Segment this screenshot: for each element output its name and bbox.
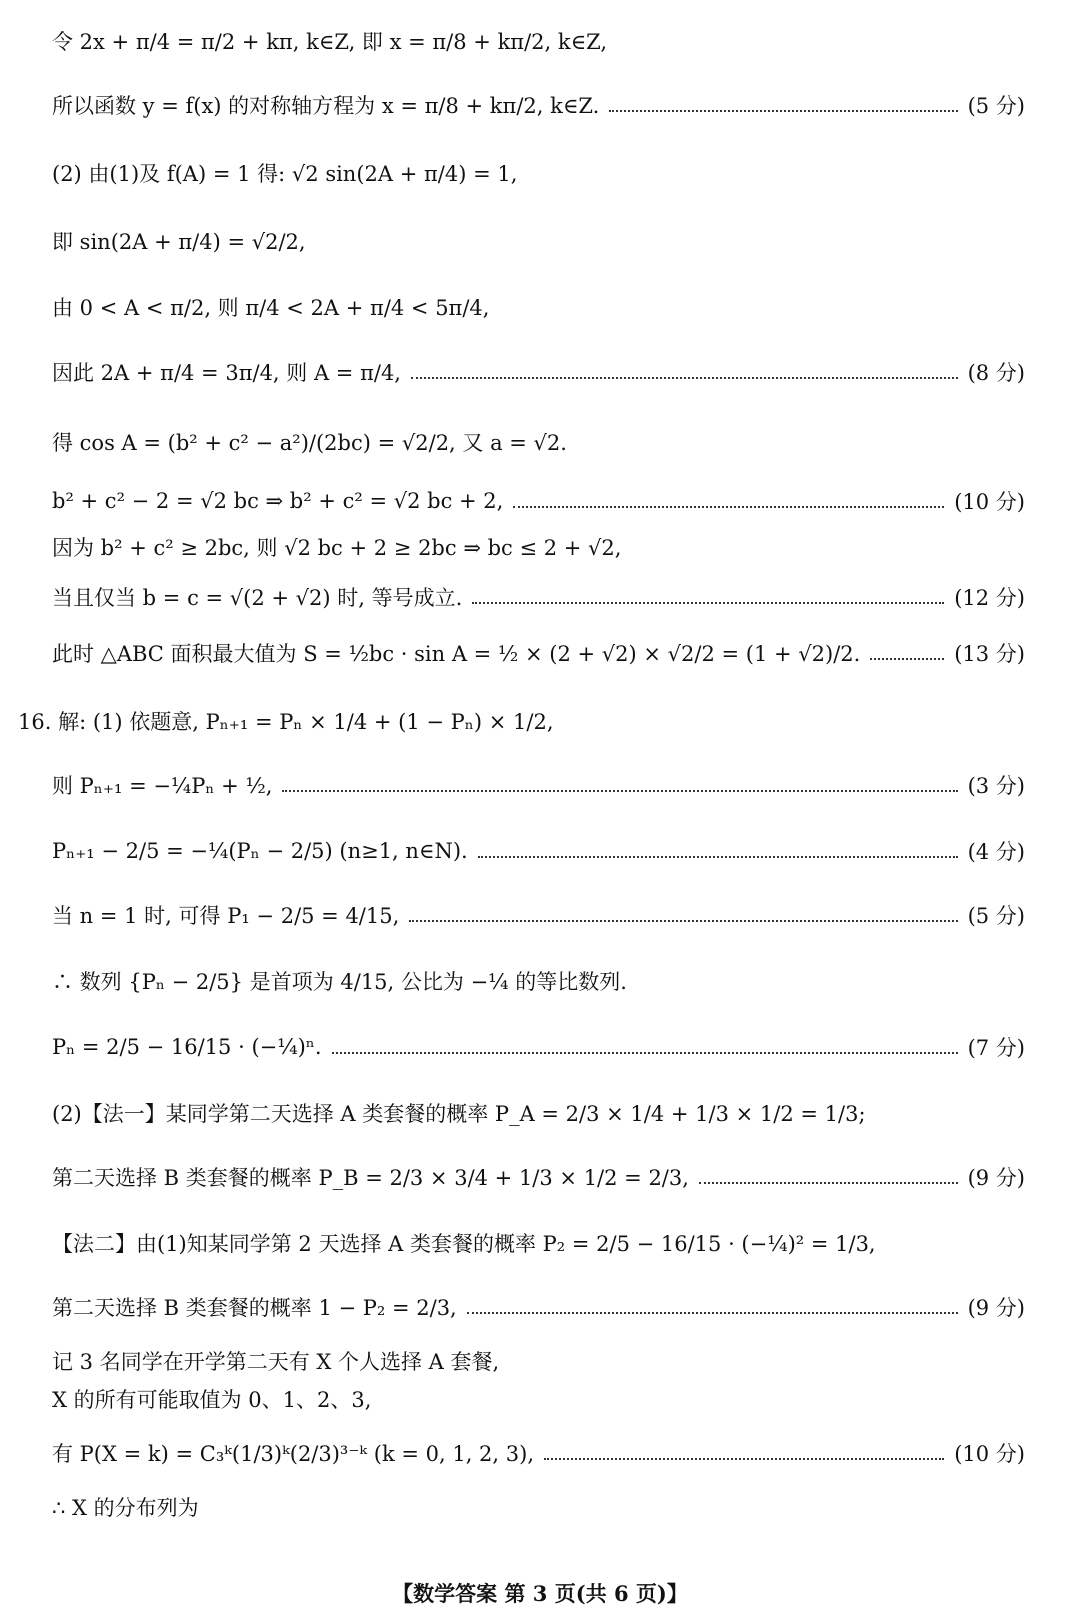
dot-leader bbox=[870, 658, 944, 660]
solution-line-10 bbox=[52, 582, 1025, 612]
line-text: 因此 2A + π/4 = 3π/4, 则 A = π/4, bbox=[52, 361, 401, 385]
solution-line-13 bbox=[52, 770, 1025, 800]
line-text: X 的所有可能取值为 0、1、2、3, bbox=[52, 1388, 372, 1412]
score-label: (8 分) bbox=[967, 361, 1025, 385]
solution-line-24 bbox=[52, 1438, 1025, 1468]
dot-leader bbox=[699, 1182, 958, 1184]
score-label: (12 分) bbox=[954, 586, 1025, 610]
page-footer: 【数学答案 第 3 页(共 6 页)】 bbox=[392, 1581, 688, 1606]
score-label: (10 分) bbox=[954, 1442, 1025, 1466]
line-text: 当且仅当 b = c = √(2 + √2) 时, 等号成立. bbox=[52, 586, 463, 610]
solution-line-2 bbox=[52, 90, 1025, 120]
dot-leader bbox=[472, 602, 944, 604]
solution-line-18 bbox=[52, 1098, 1025, 1128]
line-text: 此时 △ABC 面积最大值为 S = ½bc · sin A = ½ × (2 + √2) × √2/2 = (1 + √2)/2. bbox=[52, 642, 861, 666]
line-text: 第二天选择 B 类套餐的概率 P_B = 2/3 × 3/4 + 1/3 × 1/2 = 2/3, bbox=[52, 1166, 689, 1190]
line-text: 【法二】由(1)知某同学第 2 天选择 A 类套餐的概率 P₂ = 2/5 − 16/15 · (−¼)² = 1/3, bbox=[52, 1232, 876, 1256]
line-text: 记 3 名同学在开学第二天有 X 个人选择 A 套餐, bbox=[52, 1350, 500, 1374]
solution-line-6 bbox=[52, 357, 1025, 387]
score-label: (5 分) bbox=[967, 904, 1025, 928]
solution-line-17 bbox=[52, 1032, 1025, 1062]
dot-leader bbox=[544, 1458, 944, 1460]
line-text: 令 2x + π/4 = π/2 + kπ, k∈Z, 即 x = π/8 + kπ/2, k∈Z, bbox=[52, 30, 608, 54]
solution-line-7 bbox=[52, 427, 1025, 457]
line-text: 有 P(X = k) = C₃ᵏ(1/3)ᵏ(2/3)³⁻ᵏ (k = 0, 1, 2, 3), bbox=[52, 1442, 534, 1466]
line-text: 因为 b² + c² ≥ 2bc, 则 √2 bc + 2 ≥ 2bc ⇒ bc ≤ 2 + √2, bbox=[52, 536, 622, 560]
line-text: Pₙ₊₁ − 2/5 = −¼(Pₙ − 2/5) (n≥1, n∈N). bbox=[52, 839, 468, 863]
score-label: (3 分) bbox=[967, 774, 1025, 798]
solution-line-19 bbox=[52, 1162, 1025, 1192]
line-text: Pₙ = 2/5 − 16/15 · (−¼)ⁿ. bbox=[52, 1035, 322, 1059]
score-label: (10 分) bbox=[954, 490, 1025, 514]
dot-leader bbox=[282, 790, 957, 792]
score-label: (9 分) bbox=[967, 1296, 1025, 1320]
solution-line-1 bbox=[52, 26, 1025, 56]
dot-leader bbox=[411, 377, 958, 379]
solution-line-16 bbox=[52, 966, 1025, 996]
line-text: ∴ X 的分布列为 bbox=[52, 1496, 199, 1520]
score-label: (7 分) bbox=[967, 1036, 1025, 1060]
line-text: 即 sin(2A + π/4) = √2/2, bbox=[52, 230, 306, 254]
solution-line-11 bbox=[52, 638, 1025, 668]
dot-leader bbox=[332, 1052, 958, 1054]
solution-line-3 bbox=[52, 158, 1025, 188]
line-text: b² + c² − 2 = √2 bc ⇒ b² + c² = √2 bc + 2, bbox=[52, 489, 504, 513]
dot-leader bbox=[513, 506, 944, 508]
solution-line-22 bbox=[52, 1346, 1025, 1376]
score-label: (9 分) bbox=[967, 1166, 1025, 1190]
solution-line-4 bbox=[52, 226, 1025, 256]
line-text: 16. 解: (1) 依题意, Pₙ₊₁ = Pₙ × 1/4 + (1 − Pₙ) × 1/2, bbox=[18, 710, 554, 734]
score-label: (5 分) bbox=[967, 94, 1025, 118]
solution-line-25 bbox=[52, 1492, 1025, 1522]
solution-line-23 bbox=[52, 1384, 1025, 1414]
dot-leader bbox=[409, 920, 957, 922]
solution-line-15 bbox=[52, 900, 1025, 930]
line-text: 则 Pₙ₊₁ = −¼Pₙ + ½, bbox=[52, 774, 273, 798]
solution-line-5 bbox=[52, 292, 1025, 322]
dot-leader bbox=[478, 856, 958, 858]
line-text: 当 n = 1 时, 可得 P₁ − 2/5 = 4/15, bbox=[52, 904, 400, 928]
solution-line-14 bbox=[52, 836, 1025, 866]
score-label: (13 分) bbox=[954, 642, 1025, 666]
line-text: ∴ 数列 {Pₙ − 2/5} 是首项为 4/15, 公比为 −¼ 的等比数列. bbox=[52, 970, 627, 994]
solution-line-8 bbox=[52, 486, 1025, 516]
line-text: (2) 由(1)及 f(A) = 1 得: √2 sin(2A + π/4) = 1, bbox=[52, 162, 518, 186]
line-text: 所以函数 y = f(x) 的对称轴方程为 x = π/8 + kπ/2, k∈Z. bbox=[52, 94, 600, 118]
solution-line-21 bbox=[52, 1292, 1025, 1322]
line-text: 由 0 < A < π/2, 则 π/4 < 2A + π/4 < 5π/4, bbox=[52, 296, 490, 320]
solution-line-20 bbox=[52, 1228, 1025, 1258]
solution-line-9 bbox=[52, 532, 1025, 562]
line-text: (2)【法一】某同学第二天选择 A 类套餐的概率 P_A = 2/3 × 1/4 + 1/3 × 1/2 = 1/3; bbox=[52, 1102, 866, 1126]
problem-16-heading bbox=[18, 706, 1025, 736]
score-label: (4 分) bbox=[967, 840, 1025, 864]
dot-leader bbox=[609, 110, 957, 112]
dot-leader bbox=[467, 1312, 958, 1314]
line-text: 第二天选择 B 类套餐的概率 1 − P₂ = 2/3, bbox=[52, 1296, 457, 1320]
line-text: 得 cos A = (b² + c² − a²)/(2bc) = √2/2, 又 a = √2. bbox=[52, 431, 567, 455]
